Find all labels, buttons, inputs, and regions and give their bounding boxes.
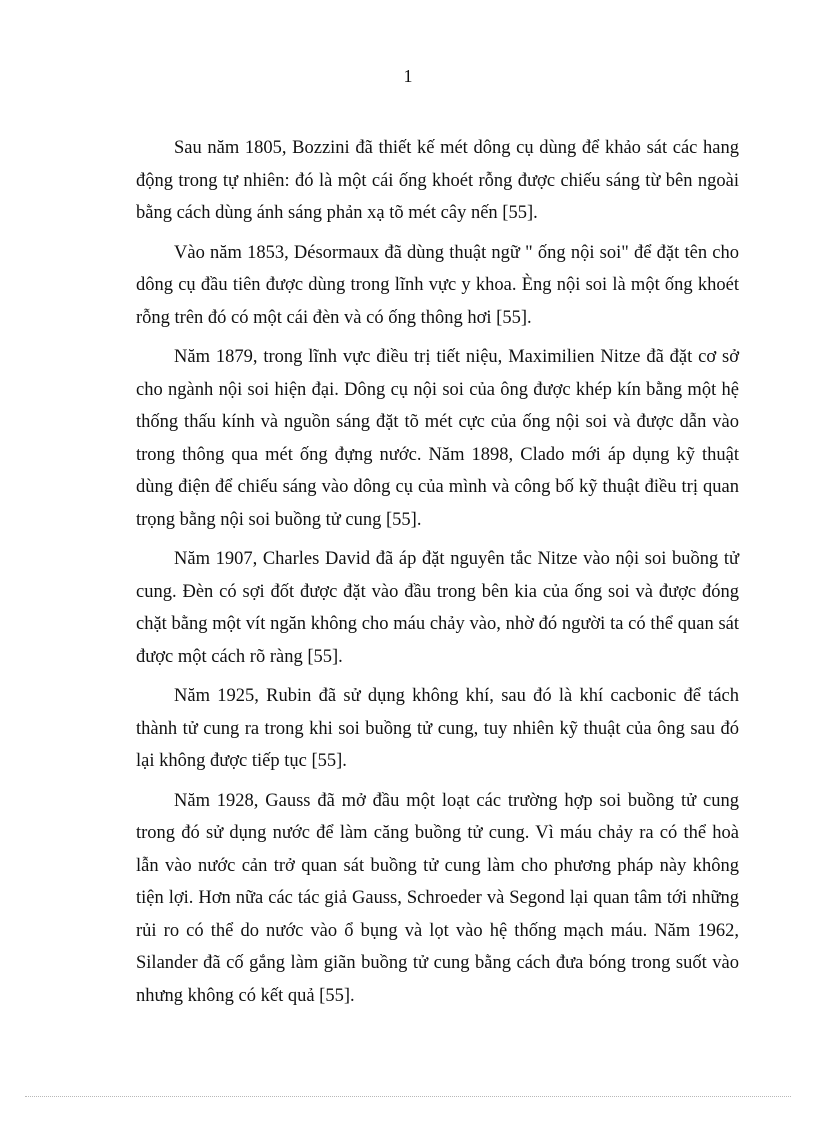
- page-bottom-divider: [25, 1096, 791, 1097]
- paragraph-gauss-1928: Năm 1928, Gauss đã mở đầu một loạt các trường hợp soi buồng tử cung trong đó sử dụng nước để làm căng buồng tử cung. Vì máu chảy ra có thể hoà lẫn vào nước cản trở quan sát buồng tử cung làm cho phương pháp này không tiện lợi. Hơn nữa các tác giả Gauss, Schroeder và Segond lại quan tâm tới những rủi ro có thể do nước vào ổ bụng và lọt vào hệ thống mạch máu. Năm 1962, Silander đã cố gắng làm giãn buồng tử cung bằng cách đưa bóng trong suốt vào nhưng không có kết quả [55].: [136, 790, 739, 1006]
- paragraph-rubin-1925: Năm 1925, Rubin đã sử dụng không khí, sau đó là khí cacbonic để tách thành tử cung ra trong khi soi buồng tử cung, tuy nhiên kỹ thuật của ông sau đó lại không được tiếp tục [55].: [136, 686, 739, 771]
- page-number: 1: [403, 66, 413, 86]
- paragraph-nitze-1879: Năm 1879, trong lĩnh vực điều trị tiết niệu, Maximilien Nitze đã đặt cơ sở cho ngành nội soi hiện đại. Dông cụ nội soi của ông được khép kín bằng một hệ thống thấu kính và nguồn sáng đặt tõ mét cực của ống nội soi và được dẫn vào trong thông qua mét ống đựng nước. Năm 1898, Clado mới áp dụng kỹ thuật dùng điện để chiếu sáng vào dông cụ của mình và công bố kỹ thuật điều trị quan trọng bằng nội soi buồng tử cung [55].: [136, 347, 739, 530]
- paragraph-desormaux-1853: Vào năm 1853, Désormaux đã dùng thuật ngữ " ống nội soi" để đặt tên cho dông cụ đầu tiên được dùng trong lĩnh vực y khoa. Èng nội soi là một ống khoét rỗng trên đó có một cái đèn và có ống thông hơi [55].: [136, 242, 739, 328]
- paragraph-david-1907: Năm 1907, Charles David đã áp đặt nguyên tắc Nitze vào nội soi buồng tử cung. Đèn có sợi đốt được đặt vào đầu trong bên kia của ống soi và được đóng chặt bằng một vít ngăn không cho máu chảy vào, nhờ đó người ta có thể quan sát được một cách rõ ràng [55].: [136, 549, 739, 667]
- paragraph-bozzini-1805: Sau năm 1805, Bozzini đã thiết kế mét dông cụ dùng để khảo sát các hang động trong tự nhiên: đó là một cái ống khoét rỗng được chiếu sáng từ bên ngoài bằng cách dùng ánh sáng phản xạ tõ mét cây nến [55].: [136, 138, 739, 223]
- body-text: [136, 132, 739, 1019]
